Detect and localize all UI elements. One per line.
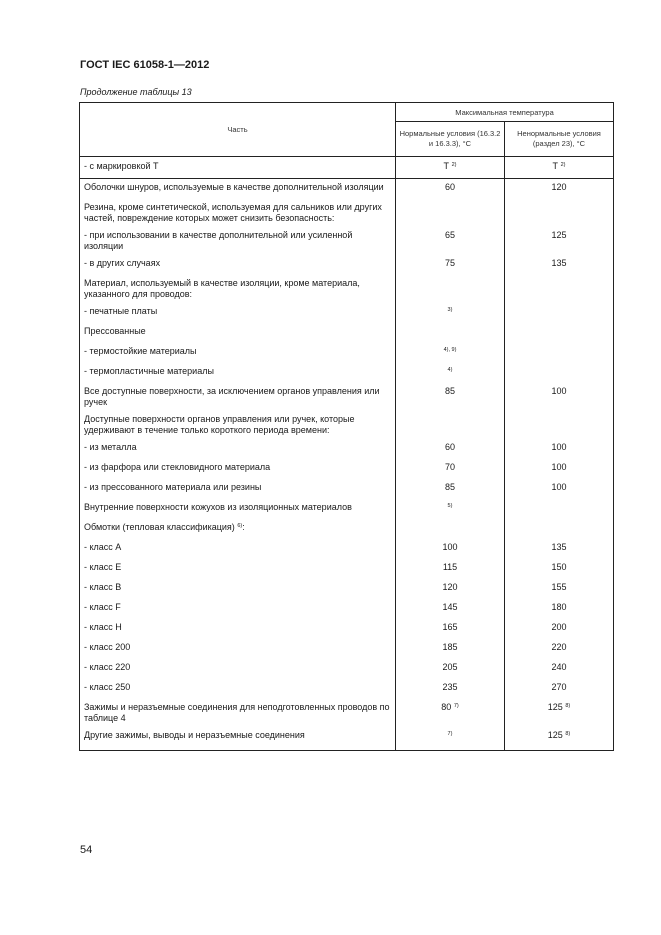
- row-part-text: - класс F: [84, 602, 121, 612]
- row-normal-cell: [396, 363, 505, 383]
- row-abnormal-cell: [505, 363, 614, 383]
- row-normal-cell: [396, 659, 505, 679]
- row-abnormal-value: 120: [551, 182, 567, 192]
- row-normal-cell: [396, 559, 505, 579]
- row-normal-value: 235: [442, 682, 458, 692]
- row-part-text: - из фарфора или стекловидного материала: [84, 462, 271, 472]
- row-part: [80, 439, 396, 459]
- row-normal-cell: [396, 199, 505, 227]
- table-row: [80, 519, 614, 539]
- row-abnormal-value: 135: [551, 542, 567, 552]
- row-abnormal-cell: [505, 699, 614, 727]
- table-row: [80, 699, 614, 727]
- row-abnormal-cell: [505, 439, 614, 459]
- row-part-text: - класс 250: [84, 682, 131, 692]
- row-normal-cell: [396, 727, 505, 751]
- row-normal-footnote: 4): [447, 367, 453, 373]
- row-abnormal-value: 270: [551, 682, 567, 692]
- row-normal-cell: [396, 227, 505, 255]
- table-row: [80, 227, 614, 255]
- row-part: [80, 727, 396, 751]
- standard-title: ГОСТ IEC 61058-1—2012: [80, 59, 210, 71]
- row-abnormal-cell: [505, 255, 614, 275]
- row-abnormal-cell: [505, 459, 614, 479]
- row-abnormal-value: 135: [551, 258, 567, 268]
- row-part: [80, 383, 396, 411]
- row-abnormal-cell: [505, 227, 614, 255]
- row-normal-cell: [396, 579, 505, 599]
- row-part-text: Все доступные поверхности, за исключением органов управления или ручек: [84, 386, 380, 407]
- row-abnormal-cell: [505, 679, 614, 699]
- row-abnormal-cell: [505, 343, 614, 363]
- row-normal-footnote: 7): [453, 703, 459, 709]
- row-abnormal-cell: [505, 323, 614, 343]
- row-part: [80, 323, 396, 343]
- table-row: [80, 157, 614, 179]
- row-part-text: - с маркировкой Т: [84, 161, 159, 171]
- row-normal-cell: [396, 539, 505, 559]
- row-normal-value: 75: [444, 258, 455, 268]
- row-part: [80, 559, 396, 579]
- row-normal-value: 120: [442, 582, 458, 592]
- row-normal-cell: [396, 275, 505, 303]
- row-normal-cell: [396, 499, 505, 519]
- row-abnormal-value: 150: [551, 562, 567, 572]
- row-part-text: - класс Н: [84, 622, 122, 632]
- row-abnormal-value: 200: [551, 622, 567, 632]
- table-row: [80, 275, 614, 303]
- row-abnormal-cell: [505, 539, 614, 559]
- row-part-text: - из прессованного материала или резины: [84, 482, 262, 492]
- row-normal-value: 115: [442, 562, 458, 572]
- row-part-footnote: 6): [237, 523, 243, 529]
- row-abnormal-cell: [505, 275, 614, 303]
- table-row: [80, 383, 614, 411]
- row-part: [80, 579, 396, 599]
- row-abnormal-cell: [505, 411, 614, 439]
- row-abnormal-cell: [505, 599, 614, 619]
- row-abnormal-value: 125: [547, 702, 563, 712]
- row-normal-footnote: 3): [447, 307, 453, 313]
- row-abnormal-footnote: 2): [560, 162, 566, 168]
- row-normal-value: 60: [444, 182, 455, 192]
- row-part: [80, 499, 396, 519]
- row-normal-value: 100: [442, 542, 458, 552]
- row-part: [80, 599, 396, 619]
- row-abnormal-cell: [505, 727, 614, 751]
- temperature-table: [79, 102, 614, 751]
- table-row: [80, 439, 614, 459]
- row-normal-cell: [396, 679, 505, 699]
- row-part-text: Внутренние поверхности кожухов из изоляционных материалов: [84, 502, 352, 512]
- row-part-text: - термостойкие материалы: [84, 346, 197, 356]
- row-normal-cell: [396, 519, 505, 539]
- table-row: [80, 727, 614, 751]
- row-part-text: - при использовании в качестве дополнительной или усиленной изоляции: [84, 230, 353, 251]
- row-normal-footnote: 4), 9): [443, 347, 457, 353]
- row-part-text: - печатные платы: [84, 306, 158, 316]
- row-part-text: - в других случаях: [84, 258, 161, 268]
- table-row: [80, 539, 614, 559]
- table-row: [80, 479, 614, 499]
- row-part-text: - из металла: [84, 442, 137, 452]
- row-abnormal-value: 220: [551, 642, 567, 652]
- row-abnormal-cell: [505, 499, 614, 519]
- row-part-text: Материал, используемый в качестве изоляции, кроме материала, указанного для проводов:: [84, 278, 360, 299]
- row-normal-value: 205: [442, 662, 458, 672]
- row-normal-cell: [396, 323, 505, 343]
- row-abnormal-cell: [505, 619, 614, 639]
- row-part-text: Прессованные: [84, 326, 146, 336]
- row-part: [80, 619, 396, 639]
- row-abnormal-cell: [505, 519, 614, 539]
- row-normal-cell: [396, 157, 505, 179]
- table-row: [80, 255, 614, 275]
- row-part-text: - класс 200: [84, 642, 131, 652]
- row-abnormal-cell: [505, 639, 614, 659]
- row-part-text: Оболочки шнуров, используемые в качестве дополнительной изоляции: [84, 182, 384, 192]
- row-abnormal-footnote: 8): [565, 731, 571, 737]
- table-row: [80, 303, 614, 323]
- row-part: [80, 479, 396, 499]
- row-part: [80, 275, 396, 303]
- row-abnormal-value: 240: [551, 662, 567, 672]
- row-normal-cell: [396, 479, 505, 499]
- table-row: [80, 363, 614, 383]
- row-part: [80, 363, 396, 383]
- row-abnormal-value: 125: [551, 230, 567, 240]
- row-normal-cell: [396, 383, 505, 411]
- row-normal-value: 185: [442, 642, 458, 652]
- table-body: [80, 157, 614, 751]
- row-abnormal-cell: [505, 559, 614, 579]
- table-row: [80, 639, 614, 659]
- table-row: [80, 323, 614, 343]
- table-row: [80, 619, 614, 639]
- row-part: [80, 539, 396, 559]
- row-part-text: - класс 220: [84, 662, 131, 672]
- row-abnormal-cell: [505, 479, 614, 499]
- row-abnormal-cell: [505, 179, 614, 200]
- row-normal-cell: [396, 599, 505, 619]
- row-part-text: - класс А: [84, 542, 122, 552]
- row-part: [80, 459, 396, 479]
- row-abnormal-value: 155: [551, 582, 567, 592]
- row-part: [80, 343, 396, 363]
- row-normal-value: 145: [442, 602, 458, 612]
- row-part-text: Другие зажимы, выводы и неразъемные соединения: [84, 730, 305, 740]
- row-part-text: Резина, кроме синтетической, используемая для сальников или других частей, повреждение которых может снизить безопасность:: [84, 202, 382, 223]
- table-row: [80, 411, 614, 439]
- row-part-text: Зажимы и неразъемные соединения для неподготовленных проводов по таблице 4: [84, 702, 390, 723]
- row-normal-footnote: 5): [447, 503, 453, 509]
- row-abnormal-cell: [505, 383, 614, 411]
- row-part-text: Обмотки (тепловая классификация): [84, 522, 235, 532]
- header-max-temp: Максимальная температура: [396, 103, 614, 122]
- row-normal-footnote: 7): [447, 731, 453, 737]
- row-normal-cell: [396, 439, 505, 459]
- row-normal-value: 165: [442, 622, 458, 632]
- row-part: [80, 411, 396, 439]
- row-normal-cell: [396, 179, 505, 200]
- row-normal-value: Т: [443, 161, 450, 171]
- table-row: [80, 679, 614, 699]
- row-part: [80, 255, 396, 275]
- row-normal-cell: [396, 303, 505, 323]
- row-part: [80, 179, 396, 200]
- row-normal-value: 60: [444, 442, 455, 452]
- row-normal-value: 65: [444, 230, 455, 240]
- row-part: [80, 199, 396, 227]
- table-row: [80, 499, 614, 519]
- row-abnormal-value: 100: [551, 386, 567, 396]
- row-part-text: - класс Е: [84, 562, 122, 572]
- row-abnormal-cell: [505, 199, 614, 227]
- row-normal-value: 85: [444, 482, 455, 492]
- row-part-text: - класс В: [84, 582, 122, 592]
- table-row: [80, 459, 614, 479]
- row-abnormal-footnote: 8): [565, 703, 571, 709]
- table-row: [80, 599, 614, 619]
- row-part: [80, 303, 396, 323]
- row-part-text: - термопластичные материалы: [84, 366, 214, 376]
- table-row: [80, 579, 614, 599]
- row-normal-cell: [396, 699, 505, 727]
- row-normal-cell: [396, 255, 505, 275]
- row-abnormal-cell: [505, 303, 614, 323]
- row-part: [80, 679, 396, 699]
- row-normal-cell: [396, 619, 505, 639]
- row-normal-value: 85: [444, 386, 455, 396]
- row-normal-value: 80: [441, 702, 452, 712]
- header-part: Часть: [80, 103, 396, 157]
- row-abnormal-value: 180: [551, 602, 567, 612]
- row-abnormal-value: Т: [552, 161, 559, 171]
- row-part-suffix: :: [242, 522, 245, 532]
- page-number: 54: [80, 844, 93, 856]
- row-part: [80, 699, 396, 727]
- row-normal-value: 70: [444, 462, 455, 472]
- row-normal-cell: [396, 459, 505, 479]
- row-part: [80, 659, 396, 679]
- row-abnormal-cell: [505, 157, 614, 179]
- header-normal-conditions: Нормальные условия (16.3.2 и 16.3.3), °C: [396, 122, 505, 157]
- row-normal-cell: [396, 639, 505, 659]
- row-abnormal-value: 100: [551, 462, 567, 472]
- header-abnormal-conditions: Ненормальные условия (раздел 23), °C: [505, 122, 614, 157]
- row-abnormal-value: 100: [551, 442, 567, 452]
- row-part-text: Доступные поверхности органов управления или ручек, которые удерживают в течение только короткого периода времени:: [84, 414, 355, 435]
- row-normal-footnote: 2): [451, 162, 457, 168]
- row-part: [80, 519, 396, 539]
- row-part: [80, 639, 396, 659]
- row-part: [80, 157, 396, 179]
- row-abnormal-value: 125: [547, 730, 563, 740]
- table-continuation-caption: Продолжение таблицы 13: [80, 87, 192, 97]
- row-normal-cell: [396, 343, 505, 363]
- row-abnormal-value: 100: [551, 482, 567, 492]
- row-normal-cell: [396, 411, 505, 439]
- row-part: [80, 227, 396, 255]
- row-abnormal-cell: [505, 579, 614, 599]
- table-row: [80, 343, 614, 363]
- table-row: [80, 659, 614, 679]
- row-abnormal-cell: [505, 659, 614, 679]
- table-row: [80, 179, 614, 200]
- table-row: [80, 199, 614, 227]
- table-row: [80, 559, 614, 579]
